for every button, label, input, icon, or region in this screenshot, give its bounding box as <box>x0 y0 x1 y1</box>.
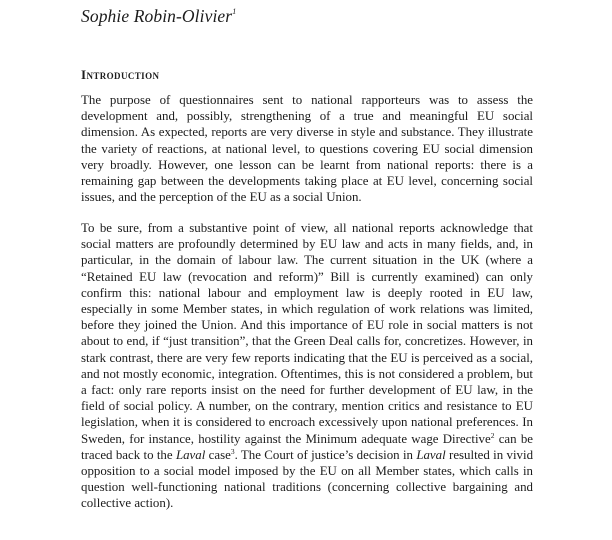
paragraph-2-text-1: To be sure, from a substantive point of view, all national reports acknowledge that social matters are profoundly determined by EU law and acts in many fields, and, in particular, in the domain of labour law. The current situation in the UK (where a “Retained EU law (revocation and reform)” Bill is currently examined) can only confirm this: national labour and employment law is deeply rooted in EU law, especially in some Member states, in which regulation of work relations was limited, before they joined the Union. And this importance of EU role in social matters is not about to end, if “just transition”, that the Green Deal calls for, concretizes. However, in stark contrast, there are very few reports indicating that the EU is perceived as a social, and not mostly economic, integration. Oftentimes, this is not considered a problem, but a fact: only rare reports insist on the need for further development of EU law, in the field of social policy. A number, on the contrary, mention critics and resistance to EU legislation, when it is considered to encroach excessively upon national preferences. In Sweden, for instance, hostility against the Minimum adequate wage Directive <box>81 221 533 446</box>
case-name-laval: Laval <box>175 447 206 462</box>
footnote-mark-2: 2 <box>490 430 495 440</box>
paragraph-1: The purpose of questionnaires sent to national rapporteurs was to assess the development and, possibly, strengthening of a true and meaningful EU social dimension. As expected, reports are very diverse in style and substance. They illustrate the variety of reactions, at national level, to questions covering EU social dimension very broadly. However, one lesson can be learnt from national reports: there is a remaining gap between the developments taking place at EU level, concerning social issues, and the perception of the EU as a social Union. <box>81 93 533 205</box>
section-heading: Introduction <box>81 67 160 82</box>
paragraph-2-text-4: . The Court of justice’s decision in <box>234 447 417 462</box>
paragraph-2-text-2: can be traced back to the <box>81 431 533 462</box>
paragraph-2-text-5: resulted in vivid opposition to a social model imposed by the EU on all Member states, which calls in question well-functioning national traditions (concerning collective bargaining and collective action). <box>81 447 534 511</box>
author-line <box>81 6 236 27</box>
author-footnote-mark: 1 <box>232 7 237 16</box>
footnote-mark-3: 3 <box>230 446 235 456</box>
paragraph-2 <box>81 220 533 512</box>
author-name: Sophie Robin-Olivier <box>81 6 233 26</box>
case-name-laval: Laval <box>416 447 446 462</box>
paragraph-2-text-3: case <box>205 447 231 462</box>
